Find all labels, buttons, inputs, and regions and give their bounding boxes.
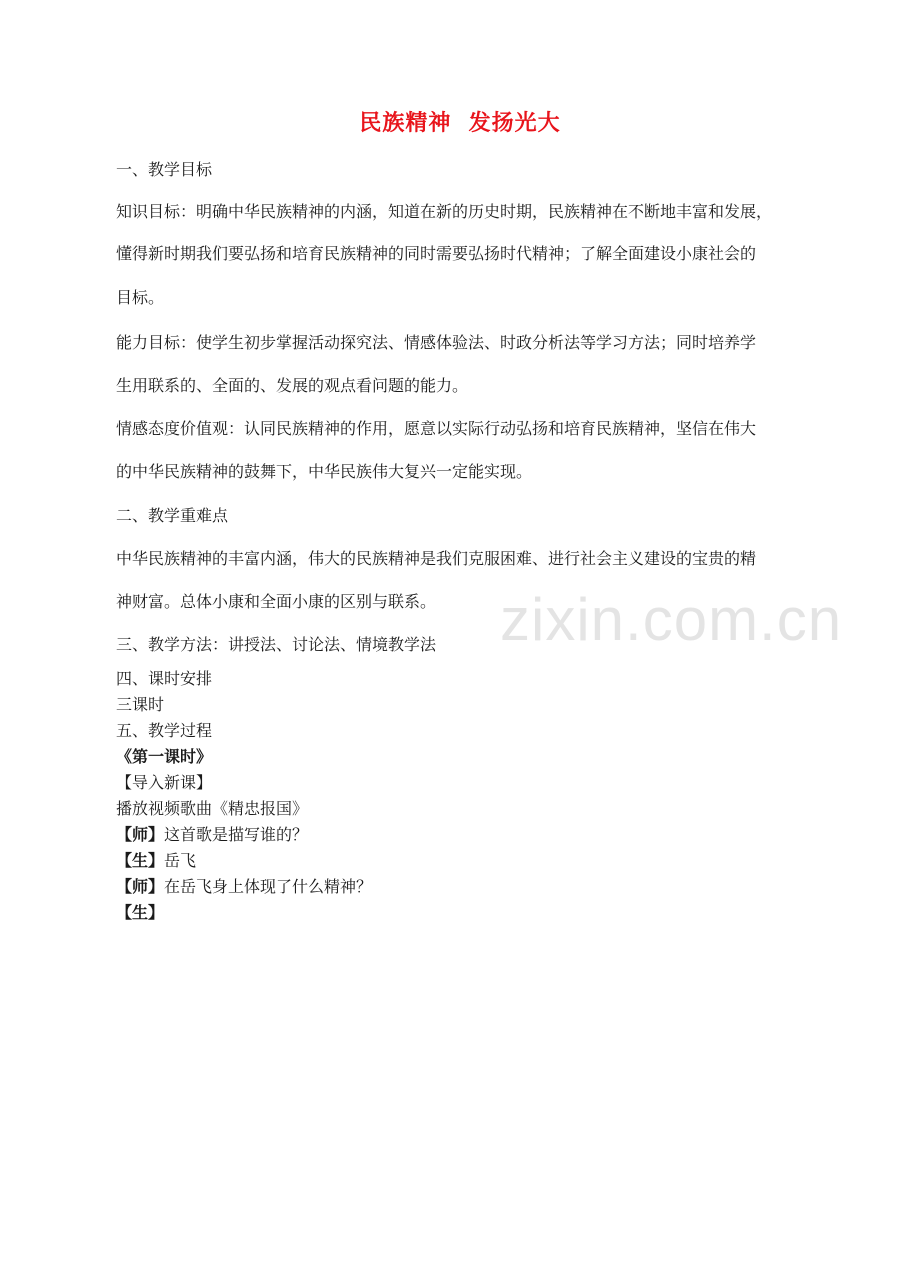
teaching-method: 三、教学方法：讲授法、讨论法、情境教学法 [116, 635, 437, 654]
ability-goal-line-1: 能力目标：使学生初步掌握活动探究法、情感体验法、时政分析法等学习方法；同时培养学 [116, 333, 757, 352]
emotion-goal-line-1: 情感态度价值观：认同民族精神的作用，愿意以实际行动弘扬和培育民族精神，坚信在伟大 [116, 419, 757, 438]
dialogue-line [116, 825, 308, 845]
document-title: 民族精神 发扬光大 [359, 110, 561, 136]
knowledge-goal-line-2: 懂得新时期我们要弘扬和培育民族精神的同时需要弘扬时代精神；了解全面建设小康社会的 [116, 244, 757, 263]
schedule-value: 三课时 [116, 695, 165, 714]
knowledge-goal-line-1: 知识目标：明确中华民族精神的内涵，知道在新的历史时期，民族精神在不断地丰富和发展， [116, 202, 773, 221]
lesson-one-label: 《第一课时》 [116, 747, 213, 766]
student-tag: 【生】 [116, 851, 165, 870]
knowledge-goal-line-3: 目标。 [116, 288, 165, 307]
student-answer: 岳飞 [164, 851, 197, 870]
key-points-line-1: 中华民族精神的丰富内涵，伟大的民族精神是我们克服困难、进行社会主义建设的宝贵的精 [116, 549, 757, 568]
process-heading: 五、教学过程 [116, 721, 213, 740]
play-video-line: 播放视频歌曲《精忠报国》 [116, 799, 309, 818]
teacher-tag: 【师】 [116, 877, 165, 896]
intro-label: 【导入新课】 [116, 773, 213, 792]
dialogue-line [116, 903, 164, 923]
goals-heading: 一、教学目标 [116, 160, 213, 179]
student-tag: 【生】 [116, 903, 165, 922]
schedule-heading: 四、课时安排 [116, 669, 213, 688]
emotion-goal-line-2: 的中华民族精神的鼓舞下，中华民族伟大复兴一定能实现。 [116, 462, 533, 481]
key-points-line-2: 神财富。总体小康和全面小康的区别与联系。 [116, 592, 437, 611]
teacher-question: 在岳飞身上体现了什么精神？ [164, 877, 373, 896]
ability-goal-line-2: 生用联系的、全面的、发展的观点看问题的能力。 [116, 376, 469, 395]
dialogue-line [116, 851, 196, 871]
teacher-question: 这首歌是描写谁的？ [164, 825, 309, 844]
key-points-heading: 二、教学重难点 [116, 506, 229, 525]
watermark: zixin.com.cn [500, 586, 843, 653]
dialogue-line [116, 877, 372, 897]
teacher-tag: 【师】 [116, 825, 165, 844]
